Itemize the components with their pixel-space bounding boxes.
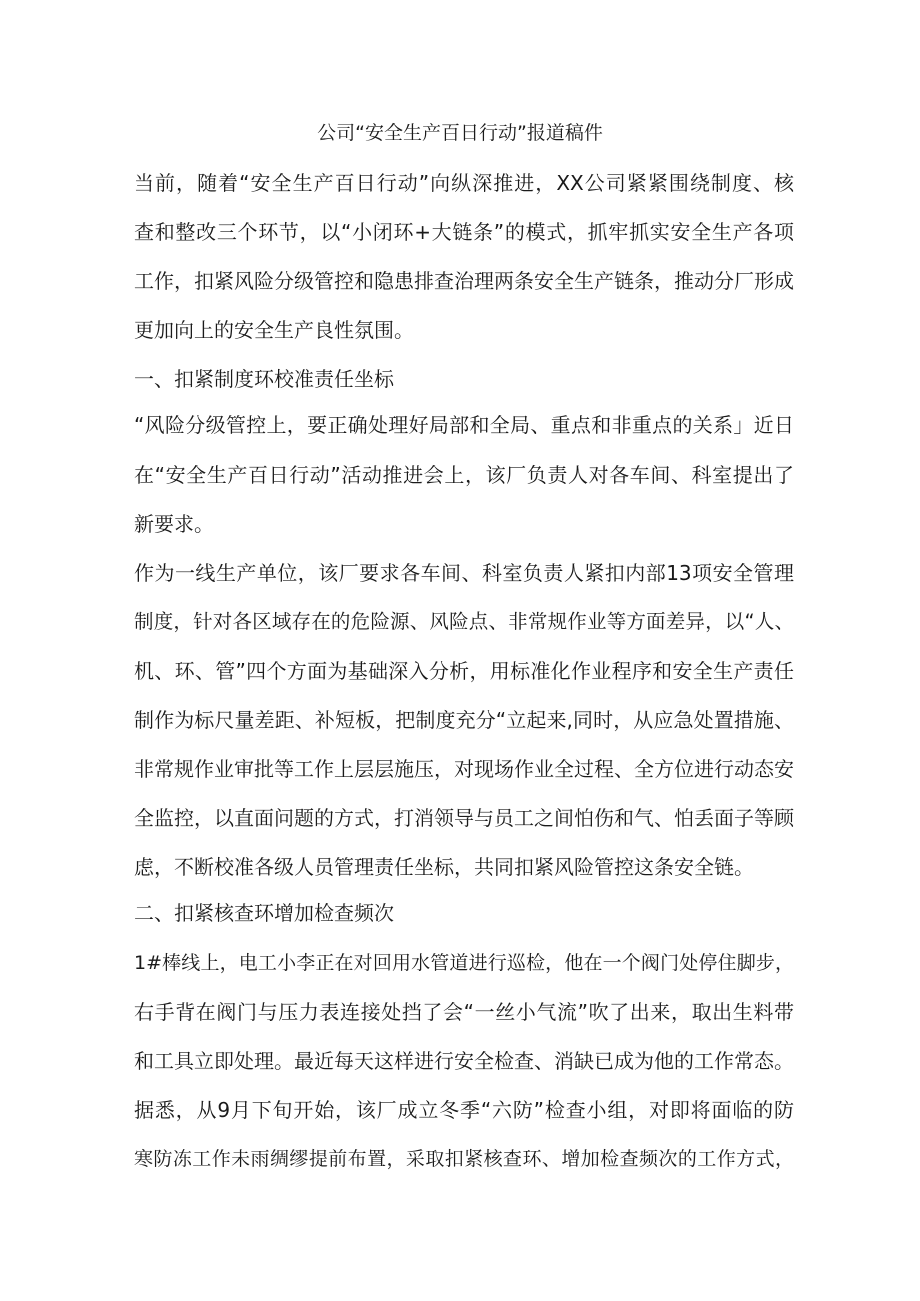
section-1-para-2-line-3: 机、环、管”四个方面为基础深入分析，用标准化作业程序和安全生产责任	[134, 659, 794, 683]
intro-line-3: 工作，扣紧风险分级管控和隐患排查治理两条安全生产链条，推动分厂形成	[134, 269, 794, 293]
section-2-para-1-line-2: 右手背在阀门与压力表连接处挡了会“一丝小气流”吹了出来，取出生料带	[134, 1000, 794, 1024]
section-1-para-2-line-6: 全监控，以直面问题的方式，打消领导与员工之间怕伤和气、怕丢面子等顾	[134, 806, 794, 830]
intro-line-2: 查和整改三个环节，以“小闭环+大链条”的模式，抓牢抓实安全生产各项	[134, 220, 794, 244]
section-1-para-1-line-1: “风险分级管控上，要正确处理好局部和全局、重点和非重点的关系」近日	[134, 413, 794, 437]
section-2-para-1-line-3: 和工具立即处理。最近每天这样进行安全检查、消缺已成为他的工作常态。	[134, 1049, 794, 1073]
document-title: 公司“安全生产百日行动”报道稿件	[317, 122, 603, 144]
section-1-para-2-line-2: 制度，针对各区域存在的危险源、风险点、非常规作业等方面差异，以“人、	[134, 610, 794, 633]
section-1-heading: 一、扣紧制度环校准责任坐标	[134, 367, 394, 391]
section-1-para-2-line-4: 制作为标尺量差距、补短板，把制度充分“立起来,同时，从应急处置措施、	[134, 708, 794, 732]
section-1-para-1-line-3: 新要求。	[134, 512, 214, 536]
section-2-para-2-line-1: 据悉，从9月下旬开始，该厂成立冬季“六防”检查小组，对即将面临的防	[134, 1098, 794, 1122]
intro-line-4: 更加向上的安全生产良性氛围。	[134, 318, 414, 342]
section-1-para-2-line-1: 作为一线生产单位，该厂要求各车间、科室负责人紧扣内部13项安全管理	[134, 561, 794, 585]
section-2-para-1-line-1: 1#棒线上，电工小李正在对回用水管道进行巡检，他在一个阀门处停住脚步，	[134, 952, 794, 974]
section-2-para-2-line-2: 寒防冻工作未雨绸缪提前布置，采取扣紧核查环、增加检查频次的工作方式，	[134, 1148, 794, 1170]
section-1-para-1-line-2: 在“安全生产百日行动”活动推进会上，该厂负责人对各车间、科室提出了	[134, 463, 794, 487]
section-1-para-2-line-7: 虑，不断校准各级人员管理责任坐标，共同扣紧风险管控这条安全链。	[134, 855, 754, 879]
intro-line-1: 当前，随着“安全生产百日行动”向纵深推进，XX公司紧紧围绕制度、核	[134, 171, 794, 195]
section-1-para-2-line-5: 非常规作业审批等工作上层层施压，对现场作业全过程、全方位进行动态安	[134, 757, 794, 781]
section-2-heading: 二、扣紧核查环增加检查频次	[134, 901, 394, 925]
